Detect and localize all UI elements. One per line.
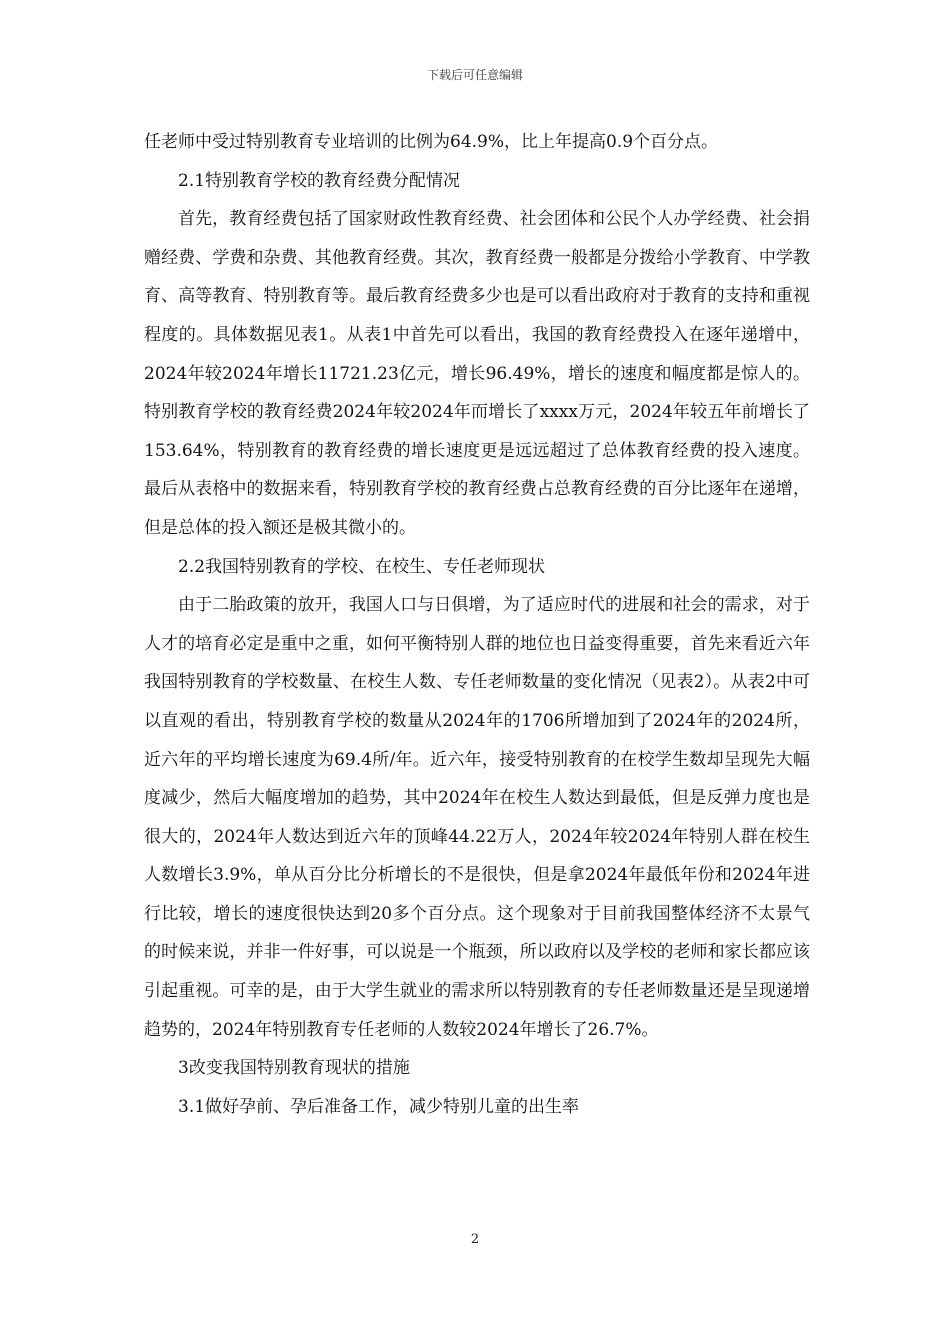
section-heading-2-1: 2.1特别教育学校的教育经费分配情况 xyxy=(178,170,461,191)
paragraph-education-funding: 首先，教育经费包括了国家财政性教育经费、社会团体和公民个人办学经费、社会捐赠经费、学费和杂费、其他教育经费。其次，教育经费一般都是分拨给小学教育、中学教育、高等教育、特别教育等。最后教育经费多少也是可以看出政府对于教育的支持和重视程度的。具体数据见表1。从表1中首先可以看出，我国的教育经费投入在逐年递增中，2024年较2024年增长11721.23亿元，增长96.49%，增长的速度和幅度都是惊人的。特别教育学校的教育经费2024年较2024年而增长了xxxx万元，2024年较五年前增长了153.64%，特别教育的教育经费的增长速度更是远远超过了总体教育经费的投入速度。最后从表格中的数据来看，特别教育学校的教育经费占总教育经费的百分比逐年在递增，但是总体的投入额还是极其微小的。 xyxy=(144,209,810,538)
section-heading-3: 3改变我国特别教育现状的措施 xyxy=(178,1058,410,1079)
page-content xyxy=(144,123,810,1126)
section-heading-2-2: 2.2我国特别教育的学校、在校生、专任老师现状 xyxy=(178,556,546,577)
page-header: 下载后可任意编辑 xyxy=(426,68,523,82)
paragraph-continued: 任老师中受过特别教育专业培训的比例为64.9%，比上年提高0.9个百分点。 xyxy=(144,132,719,152)
page-number: 2 xyxy=(470,1232,480,1247)
paragraph-schools-students-teachers: 由于二胎政策的放开，我国人口与日俱增，为了适应时代的进展和社会的需求，对于人才的培育必定是重中之重，如何平衡特别人群的地位也日益变得重要，首先来看近六年我国特别教育的学校数量、在校生人数、专任老师数量的变化情况（见表2）。从表2中可以直观的看出，特别教育学校的数量从2024年的1706所增加到了2024年的2024所，近六年的平均增长速度为69.4所/年。近六年，接受特别教育的在校学生数却呈现先大幅度减少，然后大幅度增加的趋势，其中2024年在校生人数达到最低，但是反弹力度也是很大的，2024年人数达到近六年的顶峰44.22万人，2024年较2024年特别人群在校生人数增长3.9%，单从百分比分析增长的不是很快，但是拿2024年最低年份和2024年进行比较，增长的速度很快达到20多个百分点。这个现象对于目前我国整体经济不太景气的时候来说，并非一件好事，可以说是一个瓶颈，所以政府以及学校的老师和家长都应该引起重视。可幸的是，由于大学生就业的需求所以特别教育的专任老师数量还是呈现递增趋势的，2024年特别教育专任老师的人数较2024年增长了26.7%。 xyxy=(144,595,810,1040)
section-heading-3-1: 3.1做好孕前、孕后准备工作，减少特别儿童的出生率 xyxy=(178,1096,580,1117)
